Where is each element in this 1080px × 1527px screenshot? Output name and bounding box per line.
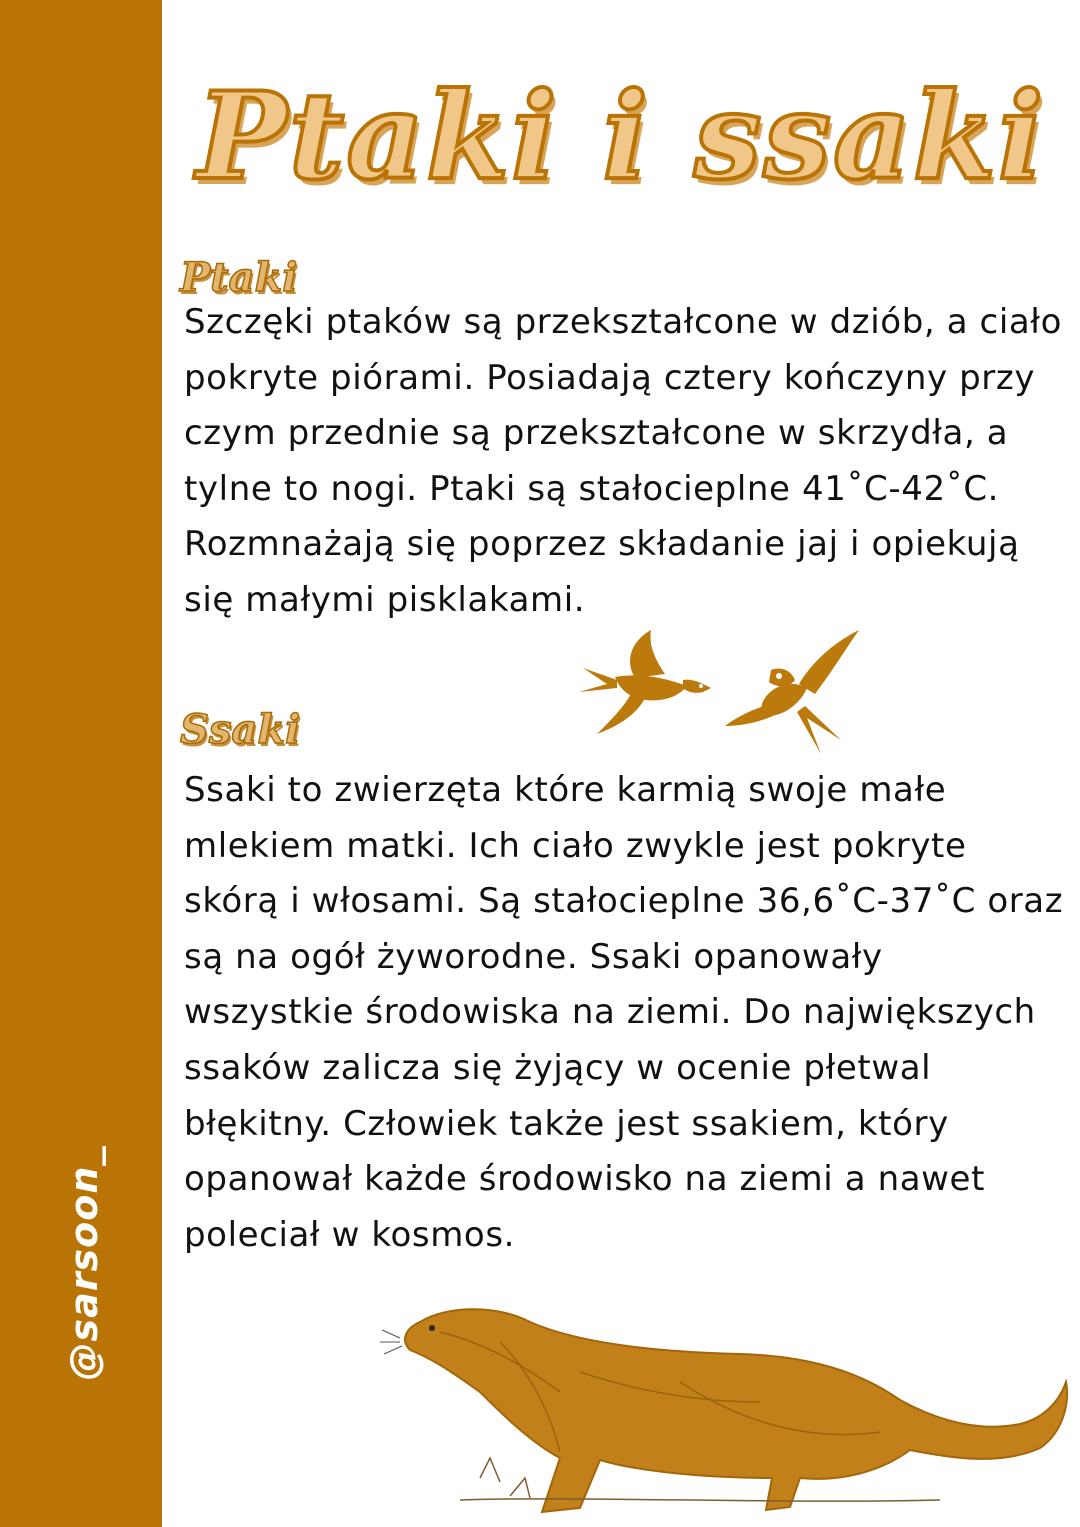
page-title: Ptaki i ssaki	[196, 66, 1046, 207]
section-heading-ptaki: Ptaki	[180, 254, 298, 301]
left-swallow-head	[683, 680, 711, 693]
right-swallow-right-wing	[799, 630, 859, 694]
ferret-illustration	[380, 1282, 1070, 1527]
section-text-ssaki: Ssaki to zwierzęta które karmią swoje małe mlekiem matki. Ich ciało zwykle jest pokryte skórą i włosami. Są stałocieplne 36,6˚C-37˚C oraz są na ogół żyworodne. Ssaki opanowały wszystkie środowiska na ziemi. Do największych ssaków zalicza się żyjący w ocenie płetwal błękitny. Człowiek także jest ssakiem, który opanował każde środowisko na ziemi a nawet poleciał w kosmos.	[184, 770, 1064, 1255]
author-handle: @sarsoon_	[62, 1145, 106, 1381]
right-swallow-left-wing	[725, 704, 773, 726]
ferret-body	[405, 1309, 1067, 1512]
right-swallow-tail	[797, 706, 841, 754]
section-text-ptaki: Szczęki ptaków są przekształcone w dziób, a ciało pokryte piórami. Posiadają cztery kończyny przy czym przednie są przekształcone w skrzydła, a tylne to nogi. Ptaki są stałocieplne 41˚C-42˚C. Rozmnażają się poprzez składanie jaj i opiekują się małymi pisklakami.	[184, 302, 1062, 620]
right-swallow-head	[769, 668, 795, 686]
left-swallow-tail	[579, 668, 617, 692]
side-bar	[0, 0, 162, 1527]
left-swallow-body	[615, 675, 687, 700]
section-heading-ssaki: Ssaki	[180, 706, 301, 753]
left-swallow-lower-wing	[597, 694, 645, 734]
left-swallow-upper-wing	[630, 630, 665, 678]
two-swallows-illustration	[575, 622, 865, 762]
ground-line	[460, 1499, 940, 1501]
